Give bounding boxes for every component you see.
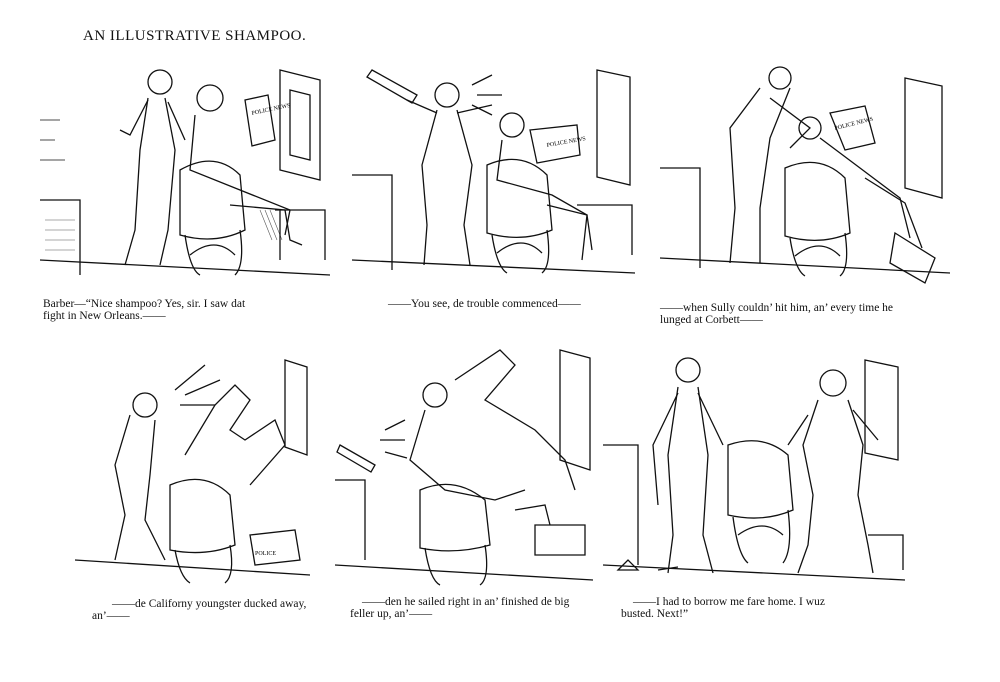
- panel-4-caption-line-1: ——de Californy youngster ducked away,: [112, 598, 307, 610]
- panel-4-caption: [92, 598, 342, 622]
- panel-4-caption-line-2: an’——: [92, 610, 130, 622]
- comic-panel-3: [660, 58, 950, 290]
- barber-shop-illustration: [660, 58, 950, 290]
- panel-2-caption-line-1: ——You see, de trouble commenced——: [388, 298, 581, 310]
- comic-panel-1: [40, 60, 330, 292]
- panel-6-caption-line-2: busted. Next!”: [621, 608, 689, 620]
- panel-5-caption: [350, 596, 610, 620]
- comic-panel-2: [352, 55, 635, 290]
- page-title: AN ILLUSTRATIVE SHAMPOO.: [83, 28, 307, 44]
- panel-1-caption: [43, 298, 333, 322]
- panel-3-caption-line-1: ——when Sully couldn’ hit him, an’ every time he: [660, 302, 894, 314]
- barber-shop-illustration: [75, 345, 310, 585]
- barber-shop-illustration: [335, 340, 593, 595]
- barber-shop-illustration: [603, 345, 905, 595]
- panel-3-caption-line-2: lunged at Corbett——: [660, 314, 763, 326]
- panel-5-caption-line-2: feller up, an’——: [350, 608, 433, 620]
- panel-1-caption-line-1: Barber—“Nice shampoo? Yes, sir. I saw dat: [43, 298, 246, 310]
- panel-1-caption-line-2: fight in New Orleans.——: [43, 310, 166, 322]
- panel-6-caption-line-1: ——I had to borrow me fare home. I wuz: [633, 596, 825, 608]
- comic-panel-4: [75, 345, 310, 585]
- panel-5-caption-line-1: ——den he sailed right in an’ finished de big: [362, 596, 570, 608]
- panel-3-caption: [660, 302, 955, 326]
- comic-panel-6: [603, 345, 905, 595]
- newspaper-text: POLICE NEWS: [834, 116, 874, 132]
- comic-panel-5: [335, 340, 593, 595]
- newspaper-text: POLICE NEWS: [546, 136, 587, 149]
- barber-shop-illustration: [352, 55, 635, 290]
- newspaper-text: POLICE: [255, 551, 276, 557]
- panel-6-caption: [621, 596, 911, 620]
- barber-shop-illustration: [40, 60, 330, 292]
- panel-2-caption: [388, 298, 638, 310]
- newspaper-text: POLICE NEWS: [251, 102, 292, 117]
